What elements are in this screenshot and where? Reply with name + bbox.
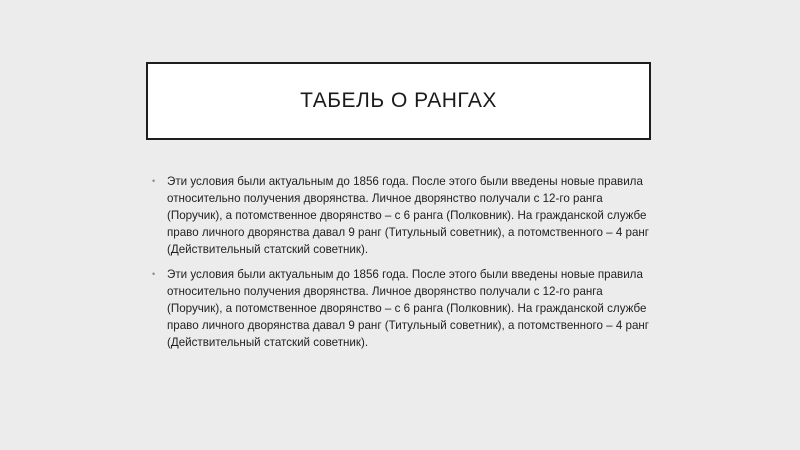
title-box — [146, 62, 651, 140]
bullet-text: Эти условия были актуальным до 1856 года. После этого были введены новые правила относительно получения дворянства. Личное дворянство получали с 12-го ранга (Поручик), а потомственное дворянство – с 6 ранга (Полковник). На гражданской службе право личного дворянства давал 9 ранг (Титульный советник), а потомственного – 4 ранг (Действительный статский советник). — [167, 268, 650, 349]
bullet-list — [152, 173, 652, 359]
bullet-icon: • — [152, 176, 156, 186]
bullet-item — [152, 173, 652, 258]
bullet-icon: • — [152, 269, 156, 279]
bullet-text: Эти условия были актуальным до 1856 года. После этого были введены новые правила относительно получения дворянства. Личное дворянство получали с 12-го ранга (Поручик), а потомственное дворянство – с 6 ранга (Полковник). На гражданской службе право личного дворянства давал 9 ранг (Титульный советник), а потомственного – 4 ранг (Действительный статский советник). — [167, 175, 650, 256]
slide-title: ТАБЕЛЬ О РАНГАХ — [300, 89, 497, 112]
bullet-item — [152, 266, 652, 351]
